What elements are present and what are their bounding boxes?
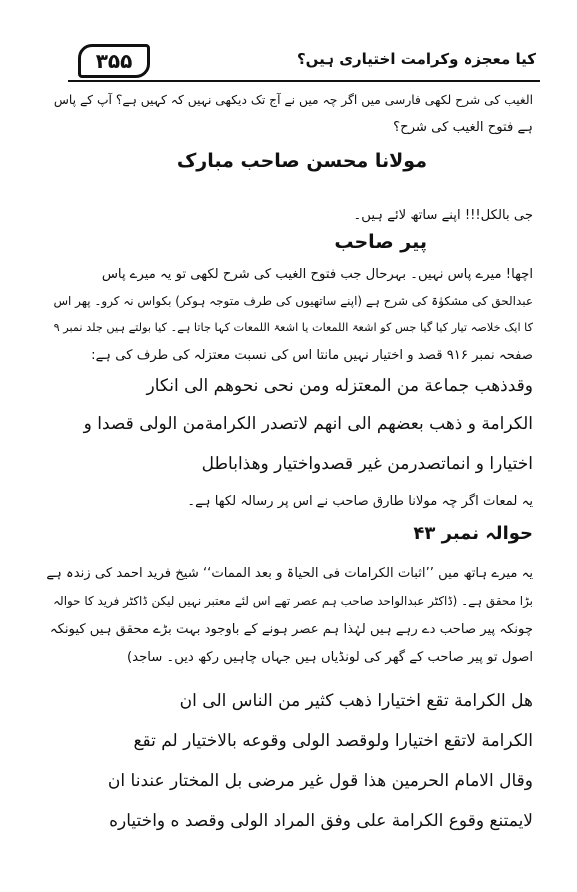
page-title: کیا معجزہ وکرامت اختیاری ہیں؟	[296, 50, 536, 68]
page-number: ۳۵۵	[78, 44, 150, 78]
paragraph-line: ہے فتوح الغیب کی شرح؟	[393, 120, 533, 135]
paragraph-line: یہ میرے ہاتھ میں ’’اثبات الکرامات فی الحیاۃ و بعد الممات‘‘ شیخ فرید احمد کی زندہ ہے	[46, 566, 533, 581]
paragraph-line: عبدالحق کی مشکوٰۃ کی شرح ہے (اپنے ساتھیوں کی طرف متوجہ ہوکر) بکواس نہ کرو۔ پھر اس	[53, 294, 533, 308]
header-rule	[68, 80, 540, 82]
paragraph-line: اچھا! میرے پاس نہیں۔ بہرحال جب فتوح الغیب کی شرح لکھی تو یہ میرے پاس	[101, 267, 533, 282]
arabic-quote-line: اختيارا و انماتصدرمن غير قصدواختيار وهذاباطل	[201, 454, 533, 474]
paragraph-line: چونکہ پیر صاحب دے رہے ہیں لہٰذا ہم عصر ہونے کے باوجود بہت بڑے محقق ہیں کیونکہ	[49, 622, 533, 637]
arabic-quote-line: هل الكرامة تقع اختيارا ذهب كثير من الناس الى ان	[179, 691, 533, 711]
paragraph-line: جی بالکل!!! اپنے ساتھ لائے ہیں۔	[353, 208, 533, 223]
paragraph-line: الغیب کی شرح لکھی فارسی میں اگر چہ میں نے آج تک دیکھی نہیں کہ کہیں ہے؟ آپ کے پاس	[53, 93, 533, 107]
speaker-name: پیر صاحب	[334, 231, 427, 253]
arabic-quote-line: وقال الامام الحرمين هذا قول غير مرضى بل المختار عندنا ان	[107, 771, 533, 791]
arabic-quote-line: لايمتنع وقوع الكرامة على وفق المراد الولى وقصد ه واختياره	[109, 811, 533, 831]
page-header	[68, 40, 540, 82]
arabic-quote-line: الكرامة لاتقع اختيارا ولوقصد الولى وقوعه بالاختيار لم تقع	[133, 731, 533, 751]
speaker-name: مولانا محسن صاحب مبارک	[176, 150, 427, 172]
paragraph-line: صفحہ نمبر ۹۱۶ قصد و اختیار نہیں مانتا اس کی نسبت معتزلہ کی طرف کی ہے:	[91, 348, 533, 363]
paragraph-line: اصول تو پیر صاحب کے گھر کی لونڈیاں ہیں جہاں چاہیں رکھ دیں۔ ساجد)	[127, 650, 533, 665]
reference-heading: حوالہ نمبر ۴۳	[413, 523, 533, 544]
arabic-quote-line: وقدذهب جماعة من المعتزله ومن نحى نحوهم الى انكار	[146, 376, 533, 396]
paragraph-line: یہ لمعات اگر چہ مولانا طارق صاحب نے اس پر رسالہ لکھا ہے۔	[187, 494, 533, 509]
arabic-quote-line: الكرامة و ذهب بعضهم الى انهم لاتصدر الكرامةمن الولى قصدا و	[83, 414, 533, 434]
paragraph-line: کا ایک خلاصہ تیار کیا گیا جس کو اشعۃ اللمعات یا اشعۃ اللمعات کہا جاتا ہے۔ کیا بولتے ہیں جلد نمبر ۹	[53, 321, 533, 334]
paragraph-line: بڑا محقق ہے۔ (ڈاکٹر عبدالواحد صاحب ہم عصر تھے اس لئے معتبر نہیں لیکن ڈاکٹر فرید کا حوالہ	[53, 594, 533, 608]
